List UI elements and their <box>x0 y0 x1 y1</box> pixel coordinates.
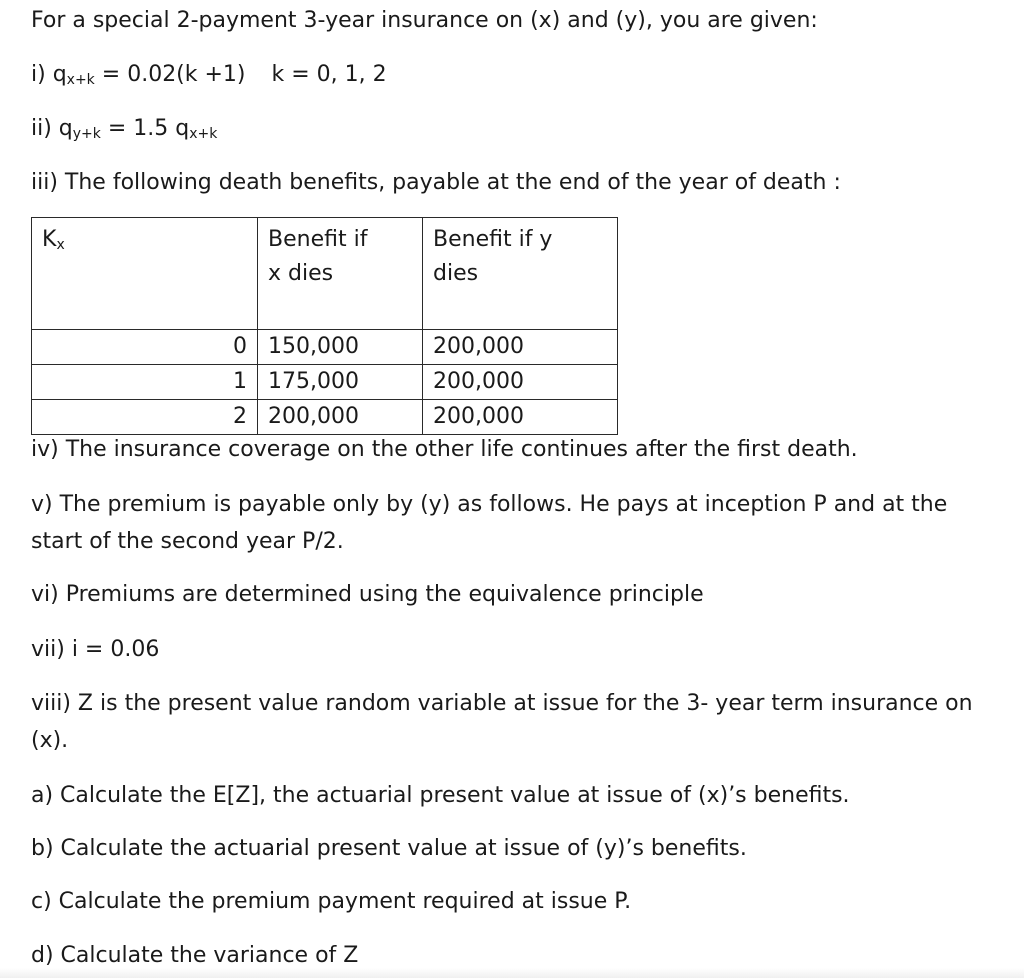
item-i-expression: = 0.02(k +1) <box>94 62 246 87</box>
item-ii-subscript-y: y+k <box>72 126 101 142</box>
table-row <box>32 400 618 435</box>
question-d: d) Calculate the variance of Z <box>31 943 359 968</box>
bottom-edge-shadow <box>0 968 1024 978</box>
cell-y-benefit: 200,000 <box>423 365 618 400</box>
cell-x-benefit: 150,000 <box>258 330 423 365</box>
given-item-vii: vii) i = 0.06 <box>31 637 160 662</box>
cell-y-benefit: 200,000 <box>423 330 618 365</box>
cell-k: 2 <box>32 400 258 435</box>
given-item-v: v) The premium is payable only by (y) as follows. He pays at inception P and at the start of the second year P/2. <box>31 492 948 554</box>
given-item-viii: viii) Z is the present value random variable at issue for the 3- year term insurance on (x). <box>31 691 973 753</box>
problem-intro: For a special 2-payment 3-year insurance on (x) and (y), you are given: <box>31 8 818 33</box>
cell-x-benefit: 200,000 <box>258 400 423 435</box>
item-ii-subscript-x: x+k <box>189 126 218 142</box>
item-ii-mid: = 1.5 q <box>100 116 190 141</box>
table-row <box>32 365 618 400</box>
header-kx: Kx <box>32 218 258 330</box>
table-row <box>32 330 618 365</box>
header-benefit-y: Benefit if y dies <box>423 218 618 330</box>
question-a: a) Calculate the E[Z], the actuarial present value at issue of (x)’s benefits. <box>31 783 850 808</box>
item-i-subscript: x+k <box>66 72 95 88</box>
table-header-row <box>32 218 618 330</box>
cell-k: 1 <box>32 365 258 400</box>
given-item-i <box>31 62 387 93</box>
header-benefit-x: Benefit if x dies <box>258 218 423 330</box>
question-b: b) Calculate the actuarial present value at issue of (y)’s benefits. <box>31 836 747 861</box>
death-benefit-table <box>31 217 618 435</box>
given-item-iv: iv) The insurance coverage on the other life continues after the first death. <box>31 437 858 462</box>
cell-k: 0 <box>32 330 258 365</box>
item-i-prefix: i) q <box>31 62 67 87</box>
question-c: c) Calculate the premium payment required at issue P. <box>31 889 632 914</box>
given-item-iii: iii) The following death benefits, payable at the end of the year of death : <box>31 170 841 195</box>
item-i-range: k = 0, 1, 2 <box>271 62 387 87</box>
given-item-vi: vi) Premiums are determined using the equivalence principle <box>31 582 704 607</box>
given-item-ii <box>31 116 217 147</box>
cell-y-benefit: 200,000 <box>423 400 618 435</box>
item-ii-prefix: ii) q <box>31 116 73 141</box>
cell-x-benefit: 175,000 <box>258 365 423 400</box>
